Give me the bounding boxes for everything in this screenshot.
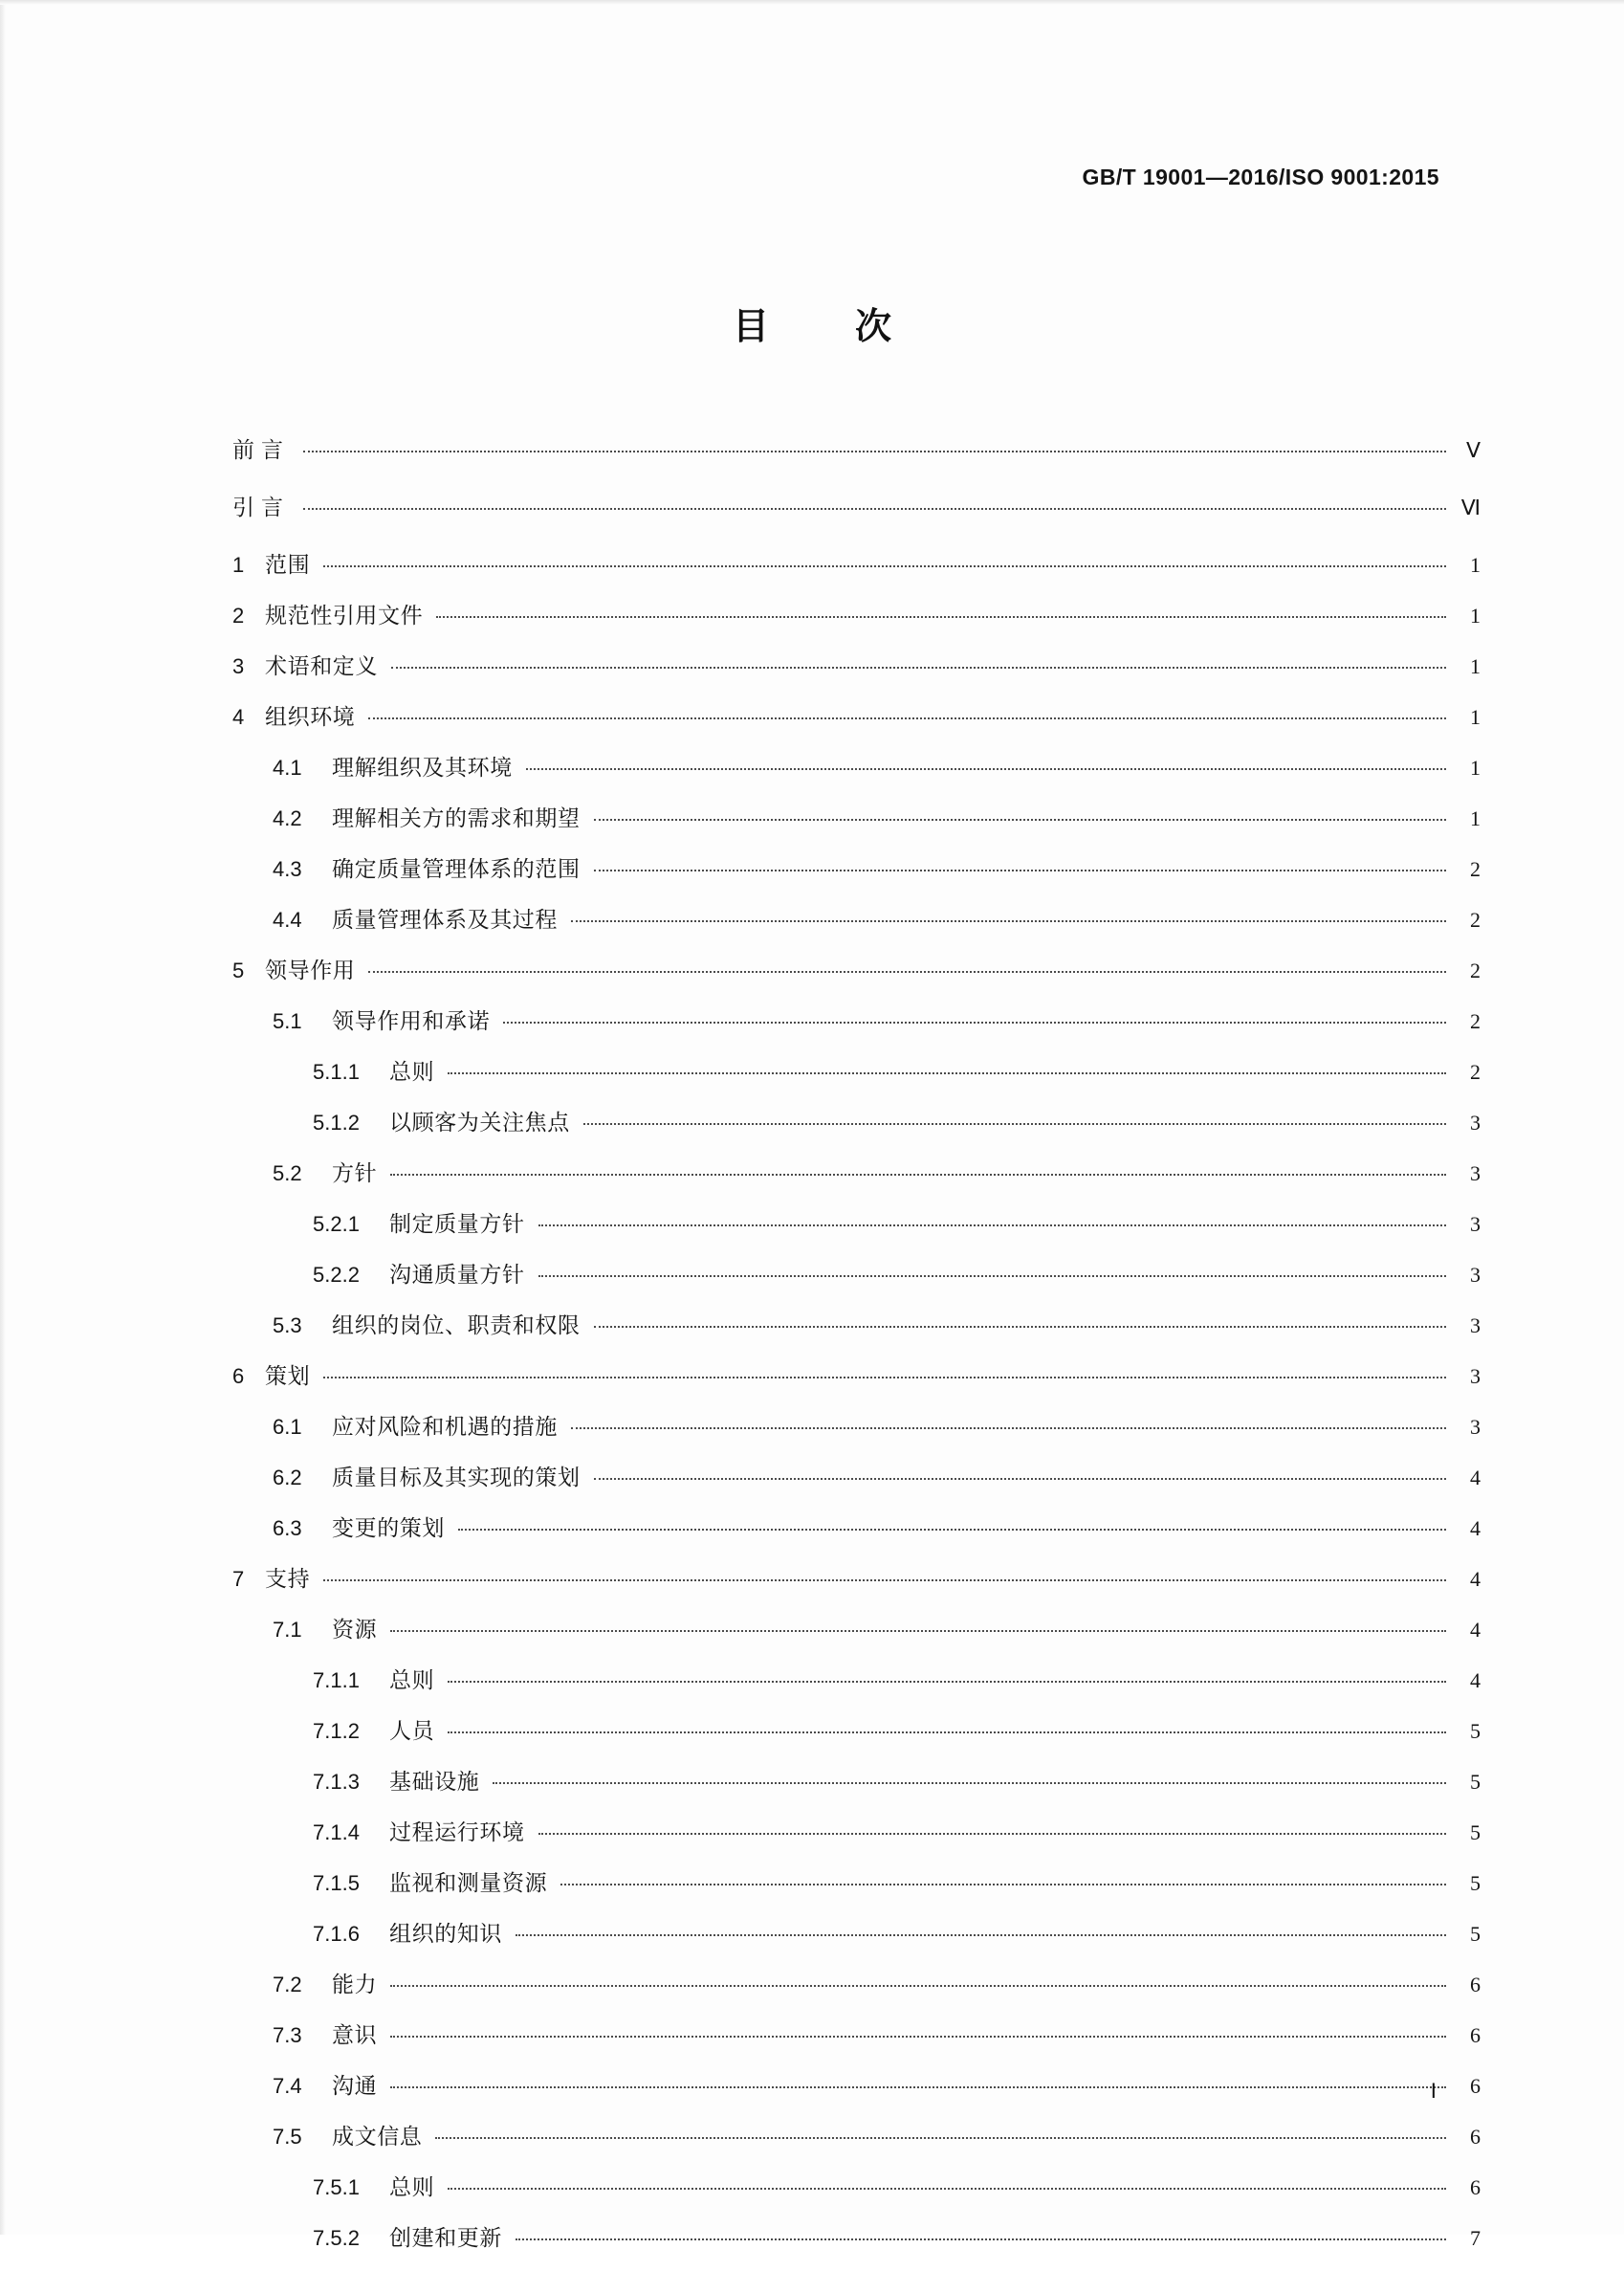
toc-entry-label: 支持 <box>265 1567 311 1592</box>
toc-dot-leader <box>303 507 1446 510</box>
toc-dot-leader <box>323 1376 1446 1378</box>
toc-entry-number: 7.3 <box>273 2023 302 2047</box>
toc-entry-number: 7.2 <box>273 1973 302 1996</box>
toc-entry-label: 术语和定义 <box>265 654 378 679</box>
toc-dot-leader <box>594 869 1446 871</box>
toc-entry-label: 沟通质量方针 <box>389 1263 525 1288</box>
toc-entry-number: 7.1.6 <box>313 1922 360 1946</box>
toc-entry-number: 7.1.1 <box>313 1668 360 1692</box>
toc-entry[interactable] <box>313 2170 1481 2201</box>
toc-entry-label: 组织环境 <box>265 705 356 730</box>
toc-entry[interactable] <box>273 851 1481 883</box>
toc-entry[interactable] <box>273 1612 1481 1643</box>
toc-entry-number: 7.5 <box>273 2125 302 2149</box>
toc-entry-number: 7.5.2 <box>313 2226 360 2250</box>
toc-entry-number: 4.1 <box>273 756 302 780</box>
toc-entry-label: 沟通 <box>332 2074 378 2099</box>
toc-entry-page: 3 <box>1470 1263 1481 1287</box>
toc-entry-label: 领导作用和承诺 <box>332 1009 491 1034</box>
toc-dot-leader <box>516 1933 1446 1936</box>
toc-entry-label: 领导作用 <box>265 959 356 983</box>
toc-entry-number: 7 <box>232 1567 245 1591</box>
table-of-contents <box>232 432 1481 2271</box>
toc-entry-label: 策划 <box>265 1364 311 1389</box>
toc-entry-page: 5 <box>1470 1820 1481 1844</box>
toc-entry-page: 5 <box>1470 1719 1481 1743</box>
toc-entry-label: 总则 <box>389 1668 435 1693</box>
toc-dot-leader <box>390 1173 1446 1176</box>
toc-entry[interactable] <box>313 1713 1481 1745</box>
toc-entry-page: 4 <box>1470 1466 1481 1489</box>
toc-entry[interactable] <box>273 1003 1481 1035</box>
toc-dot-leader <box>526 767 1446 770</box>
toc-entry[interactable] <box>232 432 1481 464</box>
toc-entry[interactable] <box>273 1156 1481 1187</box>
toc-entry[interactable] <box>273 1409 1481 1441</box>
toc-entry-label: 变更的策划 <box>332 1516 445 1541</box>
toc-entry[interactable] <box>313 1764 1481 1796</box>
toc-entry-number: 4.4 <box>273 908 302 932</box>
toc-entry[interactable] <box>232 953 1481 984</box>
toc-entry-label: 创建和更新 <box>389 2226 502 2251</box>
toc-entry-label: 资源 <box>332 1618 378 1643</box>
toc-entry-page: 3 <box>1470 1212 1481 1236</box>
toc-dot-leader <box>448 1071 1446 1074</box>
toc-entry[interactable] <box>273 1967 1481 1998</box>
toc-entry-page: 3 <box>1470 1364 1481 1388</box>
toc-entry[interactable] <box>232 699 1481 731</box>
toc-entry-label: 理解相关方的需求和期望 <box>332 806 581 831</box>
toc-entry-page: 5 <box>1470 1871 1481 1895</box>
toc-dot-leader <box>516 2238 1446 2240</box>
toc-dot-leader <box>538 1274 1446 1277</box>
toc-entry-label: 规范性引用文件 <box>265 604 424 628</box>
toc-entry-page: 4 <box>1470 1618 1481 1642</box>
toc-entry-page: 1 <box>1470 705 1481 729</box>
toc-entry[interactable] <box>313 1815 1481 1846</box>
toc-entry-number: 4 <box>232 705 245 729</box>
toc-entry-label: 监视和测量资源 <box>389 1871 548 1896</box>
toc-entry-number: 5.2 <box>273 1161 302 1185</box>
toc-dot-leader <box>560 1883 1446 1885</box>
toc-entry[interactable] <box>273 1460 1481 1491</box>
toc-entry-page: 3 <box>1470 1161 1481 1185</box>
toc-dot-leader <box>323 1578 1446 1581</box>
toc-entry-number: 6.3 <box>273 1516 302 1540</box>
toc-entry-page: 1 <box>1470 654 1481 678</box>
toc-dot-leader <box>436 615 1446 618</box>
toc-dot-leader <box>435 2136 1446 2139</box>
toc-entry-page: Ⅴ <box>1465 438 1481 462</box>
toc-entry[interactable] <box>273 1510 1481 1542</box>
toc-entry[interactable] <box>232 649 1481 680</box>
toc-dot-leader <box>583 1122 1446 1125</box>
toc-dot-leader <box>503 1021 1446 1024</box>
toc-entry-page: 6 <box>1470 1973 1481 1996</box>
toc-entry[interactable] <box>273 2017 1481 2049</box>
toc-entry-page: 5 <box>1470 1922 1481 1946</box>
toc-entry-number: 5.1.1 <box>313 1060 360 1084</box>
toc-entry-number: 3 <box>232 654 245 678</box>
toc-entry-label: 应对风险和机遇的措施 <box>332 1415 558 1440</box>
scan-edge-top <box>0 0 1624 5</box>
toc-dot-leader <box>323 564 1446 567</box>
toc-entry-number: 7.1.3 <box>313 1770 360 1794</box>
toc-entry-label: 范围 <box>265 553 311 578</box>
toc-entry-page: 1 <box>1470 604 1481 628</box>
toc-entry-number: 5.3 <box>273 1313 302 1337</box>
toc-entry-number: 7.1.4 <box>313 1820 360 1844</box>
toc-entry-number: 4.2 <box>273 806 302 830</box>
toc-entry[interactable] <box>232 490 1481 521</box>
toc-entry-label: 确定质量管理体系的范围 <box>332 857 581 882</box>
toc-dot-leader <box>368 717 1446 719</box>
toc-entry-label: 以顾客为关注焦点 <box>389 1111 570 1136</box>
toc-dot-leader <box>390 1629 1446 1632</box>
toc-entry-page: 3 <box>1470 1313 1481 1337</box>
toc-entry-number: 4.3 <box>273 857 302 881</box>
toc-dot-leader <box>390 2085 1446 2088</box>
toc-entry-label: 总则 <box>389 2175 435 2200</box>
toc-entry-label: 基础设施 <box>389 1770 480 1795</box>
toc-entry[interactable] <box>273 2119 1481 2150</box>
toc-entry-number: 7.1 <box>273 1618 302 1642</box>
toc-entry[interactable] <box>273 750 1481 782</box>
toc-dot-leader <box>448 1680 1446 1683</box>
page-title: 目 次 <box>732 305 916 347</box>
toc-entry-page: 4 <box>1470 1668 1481 1692</box>
toc-dot-leader <box>391 666 1446 669</box>
toc-dot-leader <box>448 1731 1446 1733</box>
toc-entry-label: 过程运行环境 <box>389 1820 525 1845</box>
toc-entry-label: 质量管理体系及其过程 <box>332 908 558 933</box>
toc-entry[interactable] <box>232 1358 1481 1390</box>
toc-entry-page: 2 <box>1470 857 1481 881</box>
toc-entry-page: 3 <box>1470 1111 1481 1135</box>
toc-dot-leader <box>368 970 1446 973</box>
toc-entry[interactable] <box>313 1916 1481 1948</box>
toc-dot-leader <box>493 1781 1446 1784</box>
toc-entry-page: 2 <box>1470 908 1481 932</box>
toc-entry-page: 1 <box>1470 756 1481 780</box>
toc-entry[interactable] <box>232 1561 1481 1593</box>
toc-entry[interactable] <box>273 801 1481 832</box>
toc-dot-leader <box>594 1477 1446 1480</box>
toc-entry-number: 1 <box>232 553 245 577</box>
toc-entry[interactable] <box>313 1054 1481 1086</box>
toc-dot-leader <box>538 1832 1446 1835</box>
toc-entry-label: 能力 <box>332 1973 378 1997</box>
toc-entry-label: 理解组织及其环境 <box>332 756 513 781</box>
toc-entry-label: 制定质量方针 <box>389 1212 525 1237</box>
toc-dot-leader <box>390 2035 1446 2038</box>
toc-entry-number: 5.1.2 <box>313 1111 360 1135</box>
toc-entry[interactable] <box>313 1257 1481 1289</box>
toc-entry-number: 5.2.1 <box>313 1212 360 1236</box>
toc-entry-page: 6 <box>1470 2023 1481 2047</box>
toc-entry[interactable] <box>313 1663 1481 1694</box>
toc-entry-number: 7.1.2 <box>313 1719 360 1743</box>
toc-entry[interactable] <box>232 547 1481 579</box>
toc-dot-leader <box>571 919 1446 922</box>
toc-entry-page: 6 <box>1470 2074 1481 2098</box>
toc-entry-label: 前言 <box>232 438 290 463</box>
toc-dot-leader <box>594 818 1446 821</box>
toc-entry-page: 2 <box>1470 1060 1481 1084</box>
toc-entry[interactable] <box>313 1865 1481 1897</box>
standard-code-header: GB/T 19001—2016/ISO 9001:2015 <box>1082 165 1439 189</box>
page-number: Ⅰ <box>1430 2080 1437 2103</box>
toc-entry[interactable] <box>273 1308 1481 1339</box>
toc-entry-label: 成文信息 <box>332 2125 423 2150</box>
toc-entry[interactable] <box>232 598 1481 629</box>
toc-dot-leader <box>448 2187 1446 2190</box>
toc-entry-number: 6.2 <box>273 1466 302 1489</box>
toc-entry-page: 4 <box>1470 1516 1481 1540</box>
toc-entry-number: 5.1 <box>273 1009 302 1033</box>
toc-entry-number: 5 <box>232 959 245 982</box>
toc-entry-label: 意识 <box>332 2023 378 2048</box>
toc-entry-page: 1 <box>1470 806 1481 830</box>
toc-entry-label: 组织的岗位、职责和权限 <box>332 1313 581 1338</box>
toc-dot-leader <box>390 1984 1446 1987</box>
toc-entry-label: 方针 <box>332 1161 378 1186</box>
toc-entry[interactable] <box>273 2068 1481 2100</box>
toc-entry-label: 总则 <box>389 1060 435 1085</box>
toc-dot-leader <box>594 1325 1446 1328</box>
toc-entry-page: 5 <box>1470 1770 1481 1794</box>
toc-entry-number: 2 <box>232 604 245 628</box>
toc-dot-leader <box>538 1224 1446 1226</box>
toc-entry-page: 2 <box>1470 959 1481 982</box>
toc-entry-number: 7.4 <box>273 2074 302 2098</box>
toc-entry-number: 7.5.1 <box>313 2175 360 2199</box>
toc-entry-label: 组织的知识 <box>389 1922 502 1947</box>
toc-dot-leader <box>303 450 1446 452</box>
toc-entry-number: 6 <box>232 1364 245 1388</box>
toc-entry-page: 6 <box>1470 2175 1481 2199</box>
toc-dot-leader <box>458 1528 1446 1531</box>
toc-entry-page: 6 <box>1470 2125 1481 2149</box>
toc-entry-page: Ⅵ <box>1460 496 1481 519</box>
toc-entry-page: 2 <box>1470 1009 1481 1033</box>
toc-entry-page: 3 <box>1470 1415 1481 1439</box>
toc-entry-label: 引言 <box>232 496 290 520</box>
toc-entry-label: 质量目标及其实现的策划 <box>332 1466 581 1490</box>
toc-entry[interactable] <box>273 902 1481 934</box>
toc-entry[interactable] <box>313 1105 1481 1136</box>
toc-entry-number: 6.1 <box>273 1415 302 1439</box>
toc-entry-page: 1 <box>1470 553 1481 577</box>
toc-entry[interactable] <box>313 2220 1481 2252</box>
toc-entry-page: 4 <box>1470 1567 1481 1591</box>
toc-entry-page: 7 <box>1470 2226 1481 2250</box>
toc-dot-leader <box>571 1426 1446 1429</box>
toc-entry-number: 5.2.2 <box>313 1263 360 1287</box>
toc-entry-number: 7.1.5 <box>313 1871 360 1895</box>
toc-entry[interactable] <box>313 1206 1481 1238</box>
toc-entry-label: 人员 <box>389 1719 435 1744</box>
